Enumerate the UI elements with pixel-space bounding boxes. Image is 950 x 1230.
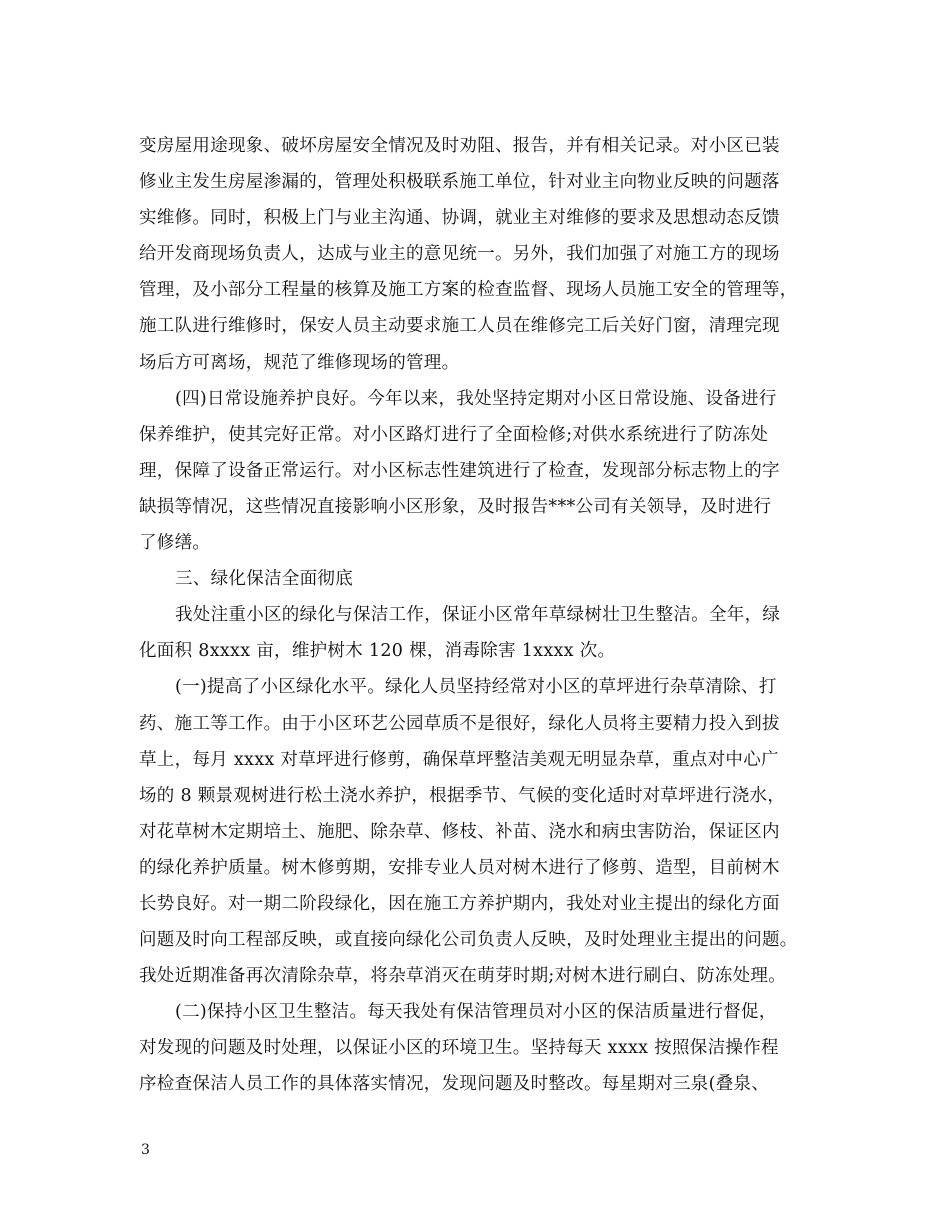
paragraph-facility-maintenance xyxy=(139,381,819,561)
text-line: 修业主发生房屋渗漏的，管理处积极联系施工单位，针对业主向物业反映的问题落 xyxy=(139,172,780,193)
text-line: 了修缮。 xyxy=(139,533,211,554)
text-line: 草上，每月 xxxx 对草坪进行修剪，确保草坪整洁美观无明显杂草，重点对中心广 xyxy=(139,749,779,770)
text-line: 化面积 8xxxx 亩，维护树木 120 棵，消毒除害 1xxxx 次。 xyxy=(139,641,616,662)
section-heading xyxy=(139,561,819,597)
text-line: 对花草树木定期培土、施肥、除杂草、修枝、补苗、浇水和病虫害防治，保证区内 xyxy=(139,821,780,842)
text-line: (二)保持小区卫生整洁。每天我处有保洁管理员对小区的保洁质量进行督促， xyxy=(175,1002,777,1023)
text-line: 保养维护，使其完好正常。对小区路灯进行了全面检修;对供水系统进行了防冻处 xyxy=(139,424,769,445)
text-line: 药、施工等工作。由于小区环艺公园草质不是很好，绿化人员将主要精力投入到拔 xyxy=(139,713,780,734)
text-line: 理，保障了设备正常运行。对小区标志性建筑进行了检查，发现部分标志物上的字 xyxy=(139,460,780,481)
paragraph-greening-level xyxy=(139,669,819,994)
paragraph-repair-management xyxy=(139,128,819,381)
text-line: 对发现的问题及时处理，以保证小区的环境卫生。坚持每天 xxxx 按照保洁操作程 xyxy=(139,1038,779,1059)
text-line: 长势良好。对一期二阶段绿化，因在施工方养护期内，我处对业主提出的绿化方面 xyxy=(139,893,780,914)
text-line: 的绿化养护质量。树木修剪期，安排专业人员对树木进行了修剪、造型，目前树木 xyxy=(139,857,780,878)
paragraph-greening-overview xyxy=(139,597,819,669)
text-line: (四)日常设施养护良好。今年以来，我处坚持定期对小区日常设施、设备进行 xyxy=(175,388,777,409)
text-line: 施工队进行维修时，保安人员主动要求施工人员在维修完工后关好门窗，清理完现 xyxy=(139,316,780,337)
text-line: 问题及时向工程部反映，或直接向绿化公司负责人反映，及时处理业主提出的问题。 xyxy=(139,930,798,951)
text-line: 我处注重小区的绿化与保洁工作，保证小区常年草绿树壮卫生整洁。全年，绿 xyxy=(175,605,781,626)
text-line: 缺损等情况，这些情况直接影响小区形象，及时报告***公司有关领导，及时进行 xyxy=(139,496,772,517)
page-number: 3 xyxy=(141,1142,150,1158)
text-line: 给开发商现场负责人，达成与业主的意见统一。另外，我们加强了对施工方的现场 xyxy=(139,244,780,265)
text-line: (一)提高了小区绿化水平。绿化人员坚持经常对小区的草坪进行杂草清除、打 xyxy=(175,677,777,698)
document-body xyxy=(139,128,819,1103)
text-line: 序检查保洁人员工作的具体落实情况，发现问题及时整改。每星期对三泉(叠泉、 xyxy=(139,1074,770,1095)
text-line: 场后方可离场，规范了维修现场的管理。 xyxy=(139,352,460,373)
text-line: 场的 8 颗景观树进行松土浇水养护，根据季节、气候的变化适时对草坪进行浇水， xyxy=(139,785,786,806)
paragraph-sanitation xyxy=(139,994,819,1102)
text-line: 我处近期准备再次清除杂草，将杂草消灭在萌芽时期;对树木进行刷白、防冻处理。 xyxy=(139,966,786,987)
text-line: 管理，及小部分工程量的核算及施工方案的检查监督、现场人员施工安全的管理等， xyxy=(139,280,798,301)
heading-line: 三、绿化保洁全面彻底 xyxy=(175,569,353,590)
text-line: 实维修。同时，积极上门与业主沟通、协调，就业主对维修的要求及思想动态反馈 xyxy=(139,208,780,229)
text-line: 变房屋用途现象、破坏房屋安全情况及时劝阻、报告，并有相关记录。对小区已装 xyxy=(139,136,780,156)
